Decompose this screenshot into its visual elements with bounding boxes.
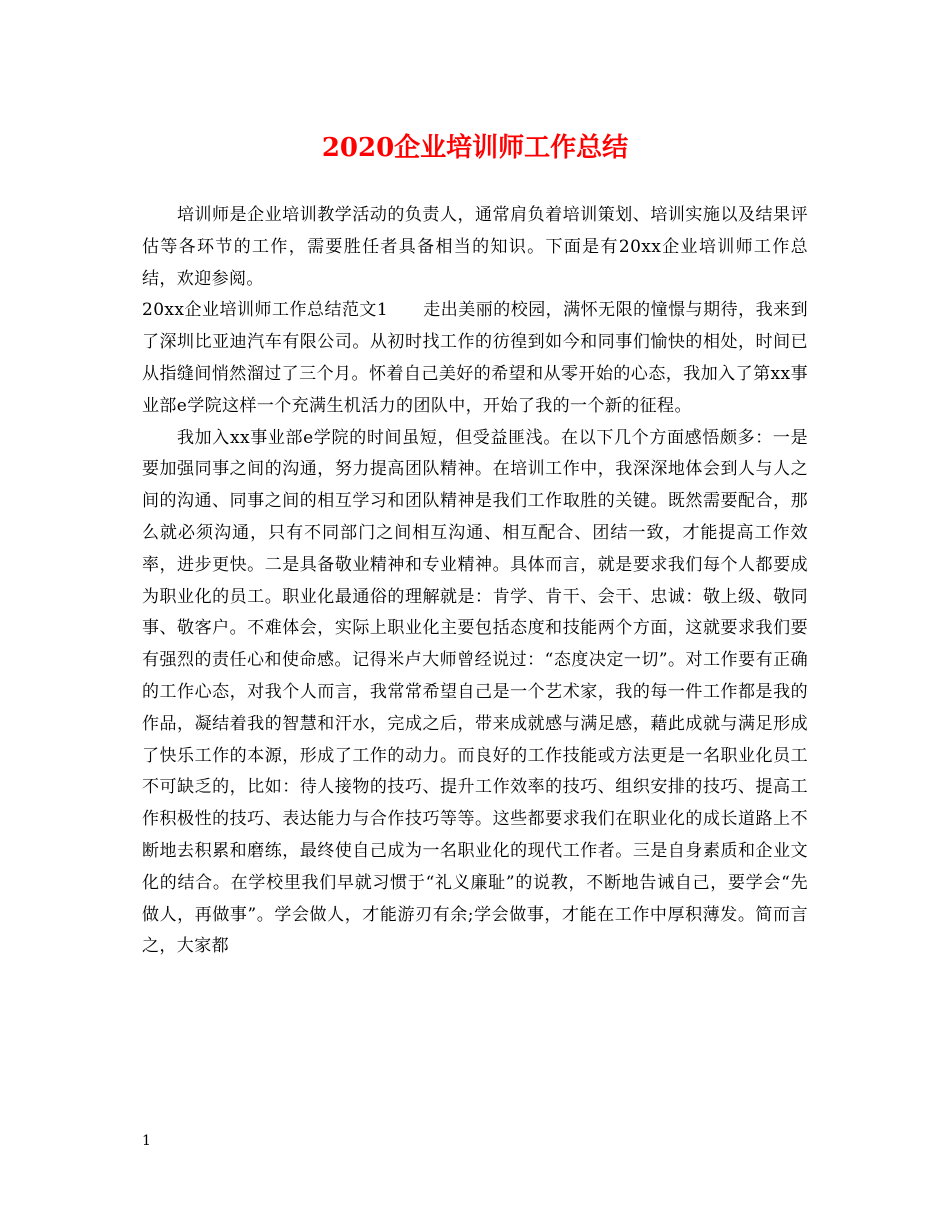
page-number: 1	[142, 1133, 151, 1149]
document-body	[142, 200, 808, 963]
document-title: 2020企业培训师工作总结	[321, 133, 629, 163]
reflection-paragraph: 我加入xx事业部e学院的时间虽短，但受益匪浅。在以下几个方面感悟颇多：一是要加强同事之间的沟通，努力提高团队精神。在培训工作中，我深深地体会到人与人之间的沟通、同事之间的相互学习和团队精神是我们工作取胜的关键。既然需要配合，那么就必须沟通，只有不同部门之间相互沟通、相互配合、团结一致，才能提高工作效率，进步更快。二是具备敬业精神和专业精神。具体而言，就是要求我们每个人都要成为职业化的员工。职业化最通俗的理解就是：肯学、肯干、会干、忠诚：敬上级、敬同事、敬客户。不难体会，实际上职业化主要包括态度和技能两个方面，这就要求我们要有强烈的责任心和使命感。记得米卢大师曾经说过：“态度决定一切”。对工作要有正确的工作心态，对我个人而言，我常常希望自己是一个艺术家，我的每一件工作都是我的作品，凝结着我的智慧和汗水，完成之后，带来成就感与满足感，藉此成就与满足形成了快乐工作的本源，形成了工作的动力。而良好的工作技能或方法更是一名职业化员工不可缺乏的，比如：待人接物的技巧、提升工作效率的技巧、组织安排的技巧、提高工作积极性的技巧、表达能力与合作技巧等等。这些都要求我们在职业化的成长道路上不断地去积累和磨练，最终使自己成为一名职业化的现代工作者。三是自身素质和企业文化的结合。在学校里我们早就习惯于“礼义廉耻”的说教，不断地告诫自己，要学会“先做人，再做事”。学会做人，才能游刃有余;学会做事，才能在工作中厚积薄发。简而言之，大家都	[142, 427, 808, 957]
intro-paragraph: 培训师是企业培训教学活动的负责人，通常肩负着培训策划、培训实施以及结果评估等各环节的工作，需要胜任者具备相当的知识。下面是有20xx企业培训师工作总结，欢迎参阅。	[142, 205, 808, 289]
sample-essay-paragraph: 20xx企业培训师工作总结范文1 走出美丽的校园，满怀无限的憧憬与期待，我来到了深圳比亚迪汽车有限公司。从初时找工作的彷徨到如今和同事们愉快的相处，时间已从指缝间悄然溜过了三个月。怀着自己美好的希望和从零开始的心态，我加入了第xx事业部e学院这样一个充满生机活力的团队中，开始了我的一个新的征程。	[142, 300, 808, 416]
